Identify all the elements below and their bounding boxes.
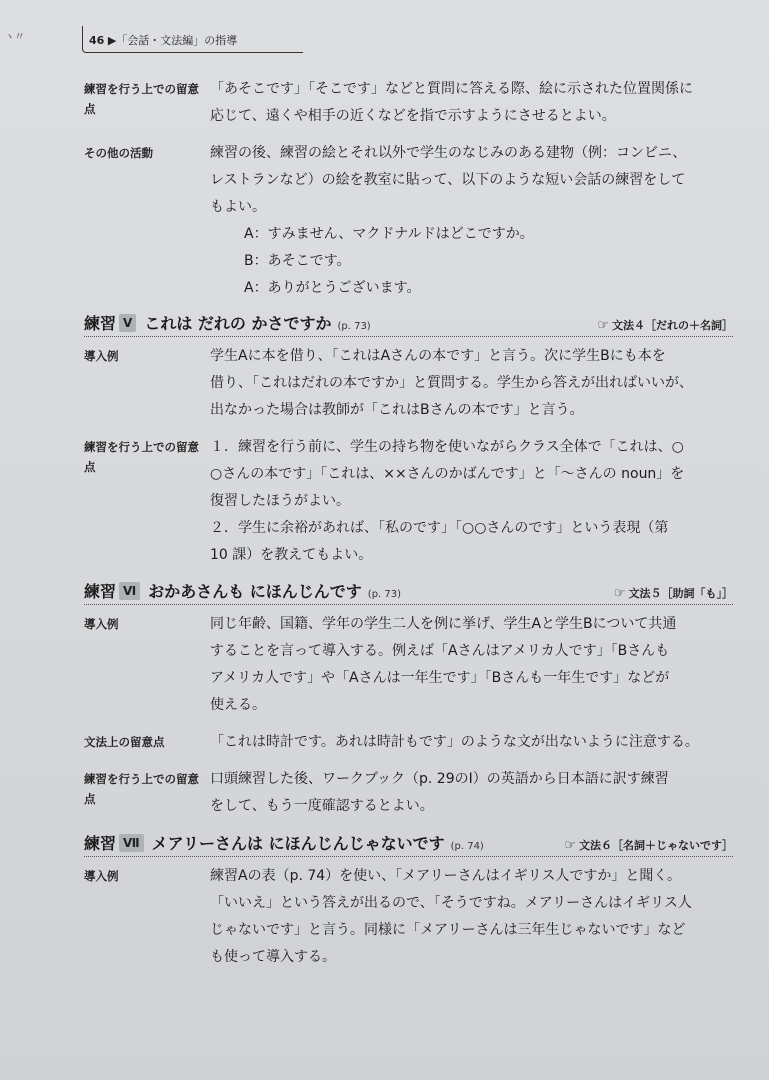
intro-block xyxy=(84,76,733,302)
grammar-ref-text: 文法５［助詞「も」］ xyxy=(628,587,733,600)
body-line: アメリカ人です」や「Aさんは一年生です」「Bさんも一年生です」などが xyxy=(210,670,670,686)
dialogue-line: B：あそこです。 xyxy=(244,253,351,269)
practice-section-7 xyxy=(84,826,733,971)
body-line: 使える。 xyxy=(210,697,266,713)
body-line: 学生Aに本を借り、「これはAさんの本です」と言う。次に学生Bにも本を xyxy=(210,348,666,364)
page-ref: (p. 74) xyxy=(450,841,484,852)
section-title xyxy=(84,311,371,334)
body-line: 10 課）を教えてもよい。 xyxy=(210,547,373,563)
corner-mark: ヽ〃 xyxy=(4,30,24,43)
intro-example-row xyxy=(84,343,733,424)
row-body xyxy=(210,729,733,756)
row-label: 導入例 xyxy=(84,617,119,631)
pointing-hand-icon: ☞ xyxy=(597,318,609,333)
row-label: 導入例 xyxy=(84,349,119,363)
section-title xyxy=(84,579,401,602)
row-label: 練習を行う上での留意点 xyxy=(84,82,199,116)
body-line: レストランなど）の絵を教室に貼って、以下のような短い会話の練習をして xyxy=(210,172,686,188)
row-label: 練習を行う上での留意点 xyxy=(84,440,199,474)
intro-example-row xyxy=(84,611,733,719)
body-line: 復習したほうがよい。 xyxy=(210,493,350,509)
note-row xyxy=(84,434,733,569)
other-activity-row xyxy=(84,140,733,302)
grammar-ref xyxy=(614,585,733,601)
body-line: ２．学生に余裕があれば、「私のです」「○○さんのです」という表現（第 xyxy=(210,520,669,536)
body-line: もよい。 xyxy=(210,199,266,215)
section-title-text: メアリーさんは にほんじんじゃないです xyxy=(151,834,445,853)
body-line: 借り、「これはだれの本ですか」と質問する。学生から答えが出ればいいが、 xyxy=(210,375,693,391)
section-heading xyxy=(84,574,733,605)
row-label: 文法上の留意点 xyxy=(84,735,165,749)
body-line: ○さんの本です」「これは、××さんのかばんです」と「～さんの noun」を xyxy=(210,466,685,482)
roman-numeral: Ⅴ xyxy=(119,314,136,332)
intro-example-row xyxy=(84,863,733,971)
row-label: その他の活動 xyxy=(84,146,153,160)
row-body xyxy=(210,343,733,424)
section-heading xyxy=(84,306,733,337)
page-ref: (p. 73) xyxy=(337,321,371,332)
body-line: 口頭練習した後、ワークブック（p. 29のⅠ）の英語から日本語に訳す練習 xyxy=(210,771,669,787)
body-line: することを言って導入する。例えば「Aさんはアメリカ人です」「Bさんも xyxy=(210,643,670,659)
page-ref: (p. 73) xyxy=(367,589,402,600)
body-line: 「あそこです」「そこです」などと質問に答える際、絵に示された位置関係に xyxy=(210,81,693,97)
running-header xyxy=(82,26,303,53)
row-body xyxy=(210,766,733,820)
roman-numeral: Ⅵ xyxy=(119,582,140,600)
dialogue-line: A：すみません、マクドナルドはどこですか。 xyxy=(244,226,534,242)
note-row xyxy=(84,766,733,820)
roman-numeral: Ⅶ xyxy=(119,834,144,852)
grammar-ref-text: 文法６［名詞＋じゃないです］ xyxy=(579,839,733,852)
body-line: も使って導入する。 xyxy=(210,949,336,965)
body-line: 応じて、遠くや相手の近くなどを指で示すようにさせるとよい。 xyxy=(210,108,616,124)
body-line: 練習Aの表（p. 74）を使い、「メアリーさんはイギリス人ですか」と聞く。 xyxy=(210,868,682,884)
section-title-text: おかあさんも にほんじんです xyxy=(148,582,362,601)
body-line: をして、もう一度確認するとよい。 xyxy=(210,798,434,814)
body-line: 同じ年齢、国籍、学年の学生二人を例に挙げ、学生Aと学生Bについて共通 xyxy=(210,616,677,632)
body-line: 練習の後、練習の絵とそれ以外で学生のなじみのある建物（例：コンビニ、 xyxy=(210,145,687,161)
grammar-note-row xyxy=(84,729,733,756)
body-line: 「いいえ」という答えが出るので、「そうですね。メアリーさんはイギリス人 xyxy=(210,895,692,911)
note-row xyxy=(84,76,733,130)
body-line: 「これは時計です。あれは時計もです」のような文が出ないように注意する。 xyxy=(210,734,699,750)
grammar-ref-text: 文法４［だれの＋名詞］ xyxy=(612,319,733,332)
header-arrow-icon: ▶ xyxy=(107,34,117,47)
dialogue-line: A：ありがとうございます。 xyxy=(244,280,421,296)
body-line: じゃないです」と言う。同様に「メアリーさんは三年生じゃないです」など xyxy=(210,922,686,938)
row-body xyxy=(210,76,733,130)
header-section: 「会話・文法編」の指導 xyxy=(116,34,238,47)
page-number: 46 xyxy=(89,34,105,47)
section-title-text: これは だれの かさですか xyxy=(144,314,332,333)
section-heading xyxy=(84,826,733,857)
practice-word: 練習 xyxy=(84,582,117,601)
row-body xyxy=(210,611,733,719)
body-line: 出なかった場合は教師が「これはBさんの本です」と言う。 xyxy=(210,402,584,418)
row-body xyxy=(210,434,733,569)
body-line: １．練習を行う前に、学生の持ち物を使いながらクラス全体で「これは、○ xyxy=(210,439,684,455)
practice-section-5 xyxy=(84,306,733,569)
row-label: 練習を行う上での留意点 xyxy=(84,772,199,806)
row-body xyxy=(210,140,733,302)
practice-word: 練習 xyxy=(84,834,117,853)
header-text xyxy=(89,32,237,48)
practice-word: 練習 xyxy=(84,314,117,333)
row-label: 導入例 xyxy=(84,869,119,883)
section-title xyxy=(84,831,484,854)
row-body xyxy=(210,863,733,971)
grammar-ref xyxy=(597,317,733,333)
pointing-hand-icon: ☞ xyxy=(564,838,576,853)
grammar-ref xyxy=(564,837,733,853)
pointing-hand-icon: ☞ xyxy=(613,586,626,601)
practice-section-6 xyxy=(84,574,733,820)
